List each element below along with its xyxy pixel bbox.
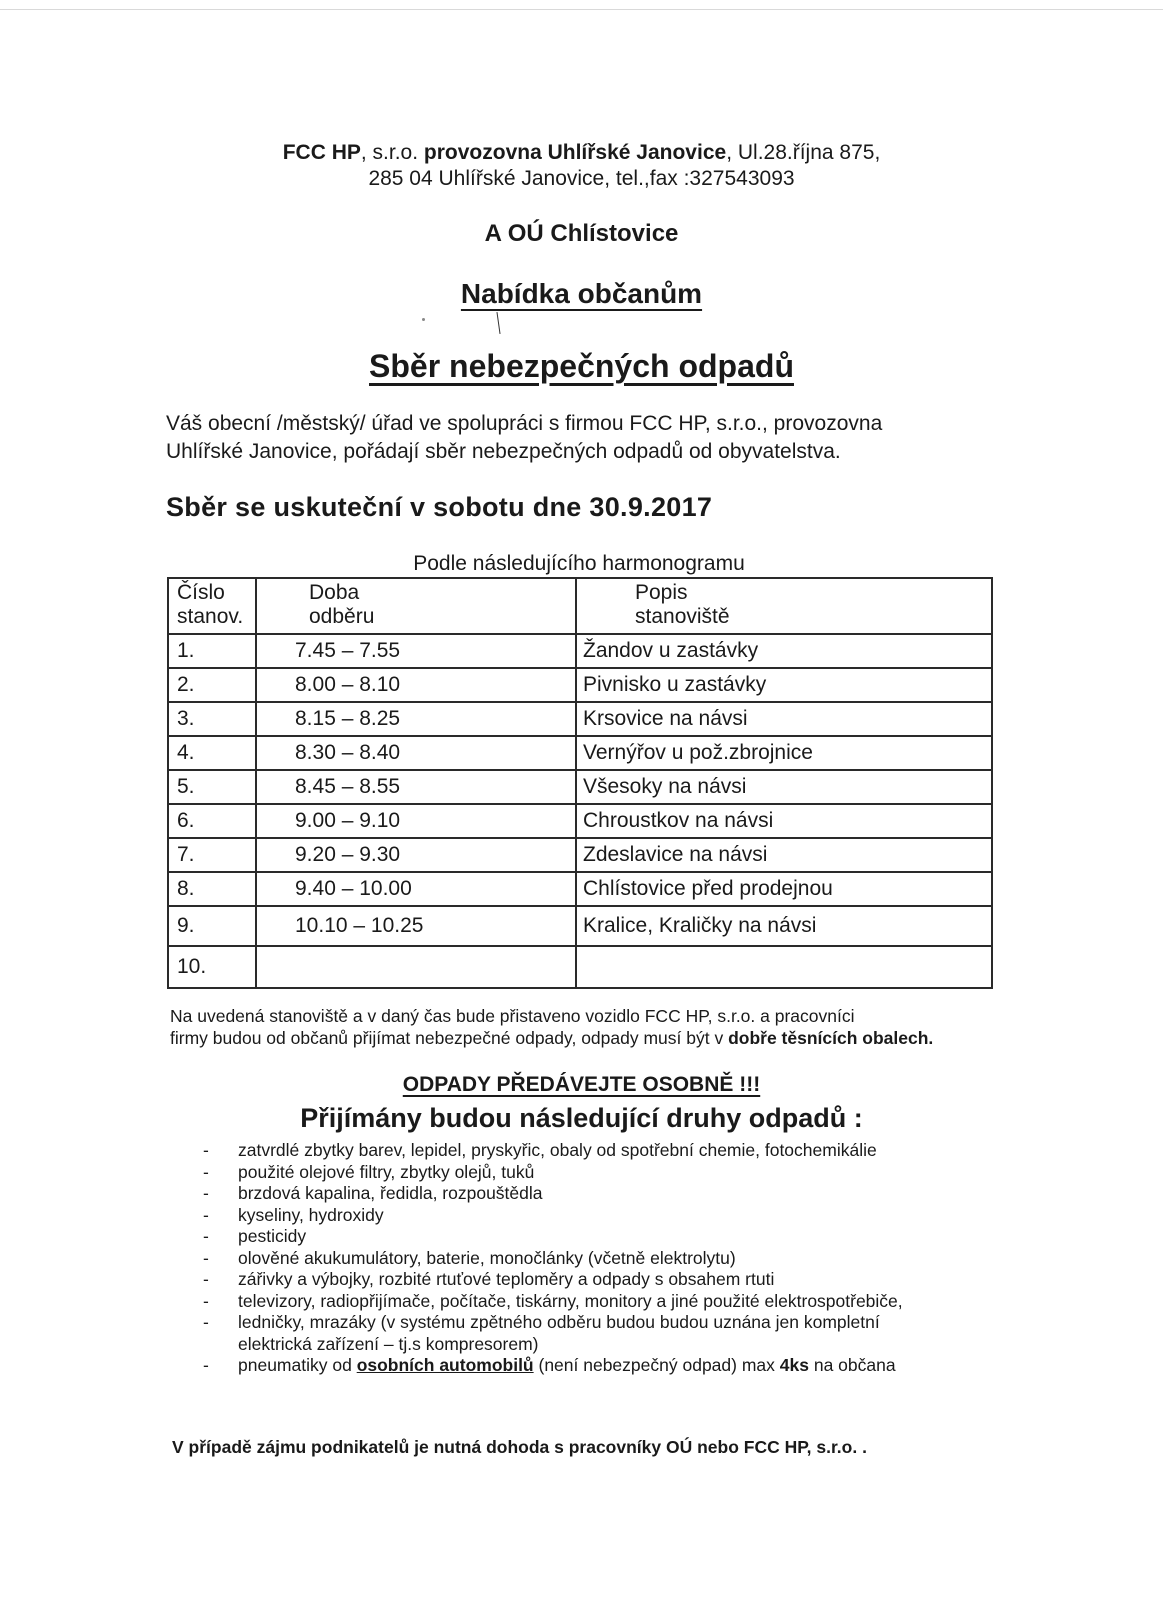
company-header-line1 [0, 141, 1163, 165]
collection-time: 7.45 – 7.55 [256, 634, 576, 668]
pen-mark [496, 312, 500, 334]
header-text: Číslo [177, 581, 225, 604]
dash-bullet: - [203, 1183, 209, 1203]
schedule-header-row [168, 578, 992, 634]
note-emphasis: dobře těsnících obalech. [728, 1028, 934, 1048]
dash-bullet: - [203, 1161, 209, 1182]
company-header-line2: 285 04 Uhlířské Janovice, tel.,fax :327543093 [368, 167, 795, 190]
vehicle-note [170, 1005, 1030, 1049]
dash-bullet: - [203, 1226, 209, 1246]
station-place: Vernýřov u pož.zbrojnice [576, 736, 992, 770]
personal-handover-text: ODPADY PŘEDÁVEJTE OSOBNĚ !!! [402, 1073, 761, 1096]
table-row [168, 668, 992, 702]
scan-speck [422, 318, 425, 321]
table-row [168, 804, 992, 838]
tyres-text: na občana [808, 1355, 896, 1375]
list-item [203, 1269, 963, 1291]
header-text: stanoviště [635, 605, 730, 628]
list-item-text: elektrická zařízení – tj.s kompresorem) [238, 1333, 539, 1354]
collection-time [256, 946, 576, 988]
offer-heading [0, 278, 1163, 310]
header-station-number [168, 578, 256, 634]
header-text: Popis [635, 581, 688, 604]
station-place: Chroustkov na návsi [576, 804, 992, 838]
station-place: Všesoky na návsi [576, 770, 992, 804]
list-item-continuation [203, 1334, 963, 1356]
table-row [168, 906, 992, 946]
dash-bullet: - [203, 1247, 209, 1268]
list-item-text: ledničky, mrazáky (v systému zpětného odběru budou budou uznána jen kompletní [238, 1312, 880, 1332]
station-place: Krsovice na návsi [576, 702, 992, 736]
company-address: , Ul.28.října 875, [726, 141, 881, 164]
list-item-text: televizory, radiopřijímače, počítače, tiskárny, monitory a jiné použité elektrospotřebiče, [238, 1290, 903, 1311]
table-row [168, 736, 992, 770]
offer-heading-text: Nabídka občanům [460, 278, 703, 309]
note-line-2 [170, 1027, 1030, 1049]
list-item [203, 1183, 963, 1205]
collection-time: 10.10 – 10.25 [256, 906, 576, 946]
table-row [168, 946, 992, 988]
personal-handover-notice [0, 1073, 1163, 1097]
table-row [168, 872, 992, 906]
header-description [576, 578, 992, 634]
main-heading-text: Sběr nebezpečných odpadů [369, 348, 794, 384]
dash-bullet: - [203, 1312, 209, 1332]
list-item-text: zatvrdlé zbytky barev, lepidel, pryskyřic, obaly od spotřební chemie, fotochemikálie [238, 1140, 877, 1160]
header-text: odběru [309, 605, 375, 628]
station-number: 2. [168, 668, 256, 702]
header-text: Doba [309, 581, 360, 604]
station-number: 7. [168, 838, 256, 872]
list-item [203, 1312, 963, 1334]
list-item [203, 1205, 963, 1227]
intro-paragraph [166, 410, 996, 466]
collection-time: 8.45 – 8.55 [256, 770, 576, 804]
tyres-limit: 4ks [779, 1355, 809, 1375]
list-item [203, 1162, 963, 1184]
station-number: 9. [168, 906, 256, 946]
station-number: 5. [168, 770, 256, 804]
tyres-text: pneumatiky od [238, 1355, 357, 1375]
main-heading [0, 348, 1163, 385]
collection-time: 9.20 – 9.30 [256, 838, 576, 872]
station-place: Pivnisko u zastávky [576, 668, 992, 702]
list-item [203, 1248, 963, 1270]
accepted-waste-list [203, 1140, 963, 1377]
station-number: 3. [168, 702, 256, 736]
list-item-text: olověné akukumulátory, baterie, monočlánky (včetně elektrolytu) [238, 1247, 736, 1268]
list-item-text: brzdová kapalina, ředidla, rozpouštědla [238, 1183, 543, 1203]
municipal-office: A OÚ Chlístovice [484, 220, 679, 247]
table-row [168, 634, 992, 668]
station-place [576, 946, 992, 988]
schedule-caption: Podle následujícího harmonogramu [413, 552, 745, 575]
station-place: Zdeslavice na návsi [576, 838, 992, 872]
collection-time: 8.30 – 8.40 [256, 736, 576, 770]
dash-bullet: - [203, 1140, 209, 1160]
note-line-2-text: firmy budou od občanů přijímat nebezpečné odpady, odpady musí být v [170, 1028, 729, 1048]
list-item-text: pesticidy [238, 1226, 307, 1246]
table-row [168, 770, 992, 804]
intro-line-1: Váš obecní /městský/ úřad ve spolupráci s firmou FCC HP, s.r.o., provozovna [166, 412, 883, 435]
list-item-text: použité olejové filtry, zbytky olejů, tuků [238, 1161, 535, 1182]
station-number: 1. [168, 634, 256, 668]
collection-time: 8.15 – 8.25 [256, 702, 576, 736]
collection-date: Sběr se uskuteční v sobotu dne 30.9.2017 [166, 492, 713, 522]
station-place: Žandov u zastávky [576, 634, 992, 668]
station-number: 4. [168, 736, 256, 770]
header-text: stanov. [177, 605, 244, 628]
business-footer-note: V případě zájmu podnikatelů je nutná dohoda s pracovníky OÚ nebo FCC HP, s.r.o. . [172, 1437, 867, 1457]
station-place: Chlístovice před prodejnou [576, 872, 992, 906]
list-item [203, 1355, 963, 1377]
station-number: 8. [168, 872, 256, 906]
list-item [203, 1291, 963, 1313]
collection-time: 8.00 – 8.10 [256, 668, 576, 702]
scan-edge-line [0, 9, 1163, 10]
station-place: Kralice, Kraličky na návsi [576, 906, 992, 946]
dash-bullet: - [203, 1355, 209, 1375]
dash-bullet: - [203, 1204, 209, 1225]
schedule-table [167, 577, 993, 989]
list-item [203, 1226, 963, 1248]
list-item-text: kyseliny, hydroxidy [238, 1204, 384, 1225]
branch-name: provozovna Uhlířské Janovice [423, 141, 727, 164]
dash-bullet: - [203, 1290, 209, 1311]
accepted-waste-heading: Přijímány budou následující druhy odpadů : [300, 1103, 863, 1133]
note-line-1: Na uvedená stanoviště a v daný čas bude přistaveno vozidlo FCC HP, s.r.o. a pracovníci [170, 1006, 855, 1026]
table-row [168, 702, 992, 736]
station-number: 10. [168, 946, 256, 988]
company-name: FCC HP [282, 141, 361, 164]
tyres-underlined: osobních automobilů [356, 1355, 534, 1375]
list-item [203, 1140, 963, 1162]
collection-time: 9.40 – 10.00 [256, 872, 576, 906]
header-time [256, 578, 576, 634]
collection-time: 9.00 – 9.10 [256, 804, 576, 838]
dash-bullet: - [203, 1269, 209, 1289]
table-row [168, 838, 992, 872]
station-number: 6. [168, 804, 256, 838]
intro-line-2: Uhlířské Janovice, pořádají sběr nebezpečných odpadů od obyvatelstva. [166, 440, 841, 463]
list-item-text: zářivky a výbojky, rozbité rtuťové teploměry a odpady s obsahem rtuti [238, 1269, 775, 1289]
tyres-text: (není nebezpečný odpad) max [533, 1355, 780, 1375]
company-suffix: , s.r.o. [360, 141, 424, 164]
